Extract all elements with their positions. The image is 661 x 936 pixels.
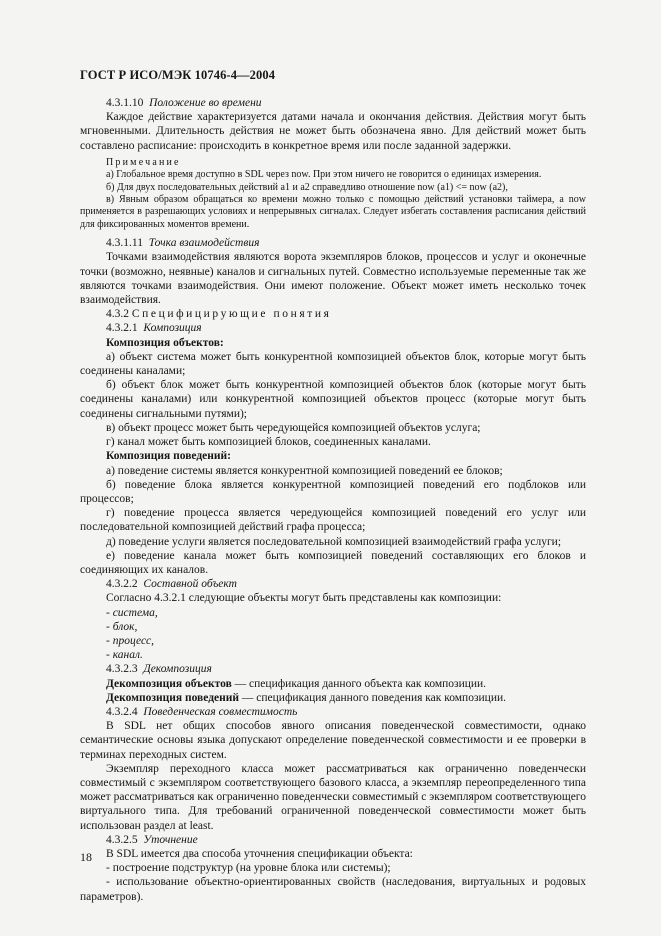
list-item: - построение подструктур (на уровне блока или системы); — [106, 862, 391, 875]
list-item: г) поведение процесса является чередующейся композицией поведений его услуг или последовательной композицией действий графа процесса; — [80, 507, 586, 534]
section-heading-4-3-2-5: 4.3.2.5 Уточнение — [106, 833, 198, 846]
list-item: б) объект блок может быть конкурентной композицией объектов блок (которые могут быть соединены каналами) или конкурентной композицией объектов процесс (которые могут быть соединены сигнальными путями); — [80, 379, 586, 420]
list-item: - процесс, — [106, 634, 155, 647]
section-heading-4-3-2-3: 4.3.2.3 Декомпозиция — [106, 663, 212, 676]
list-item: - блок, — [106, 620, 138, 633]
definition-behaviour-decomposition: Декомпозиция поведений — спецификация данного поведения как композиции. — [106, 691, 506, 704]
section-heading-4-3-2-4: 4.3.2.4 Поведенческая совместимость — [106, 705, 298, 718]
section-heading-4-3-2-2: 4.3.2.2 Составной объект — [106, 578, 237, 591]
list-item: д) поведение услуги является последовательной композицией взаимодействий графа услуги; — [106, 535, 562, 548]
list-item: - использование объектно-ориентированных свойств (наследования, виртуальных и родовых параметров). — [80, 876, 586, 903]
note-item-a: а) Глобальное время доступно в SDL через now. При этом ничего не говорится о единицах измерения. — [106, 169, 542, 181]
list-item: а) поведение системы является конкурентной композицией поведений ее блоков; — [106, 464, 503, 477]
list-item: е) поведение канала может быть композицией поведений составляющих его блоков и соединяющих их каналов. — [80, 549, 586, 576]
paragraph: В SDL нет общих способов явного описания поведенческой совместимости, однако семантические основы языка допускают определение поведенческой совместимости и ее проверки в терминах переходных систем. — [80, 720, 586, 761]
note-title: Примечание — [106, 156, 181, 168]
list-item: а) объект система может быть конкурентной композицией объектов блок, которые могут быть соединены каналами; — [80, 350, 586, 378]
paragraph: Точками взаимодействия являются ворота экземпляров блоков, процессов и услуг и оконечные точки (возможно, неявные) каналов и сигнальных путей. Совместно используемые переменные так же являются точками взаимодействия. Они имеют положение. Объект может иметь несколько точек взаимодействия. — [80, 251, 586, 307]
subheading-behaviour-composition: Композиция поведений: — [106, 450, 231, 463]
note-item-c: в) Явным образом обращаться ко времени можно только с помощью действий установки таймера, а now применяется в разрешающих условиях и непрерывных сигналах. Следует избегать составления расписания действий для фиксированных моментов времени. — [80, 194, 586, 230]
section-heading-4-3-2-1: 4.3.2.1 Композиция — [106, 322, 202, 335]
list-item: в) объект процесс может быть чередующейся композицией объектов услуга; — [106, 421, 481, 434]
paragraph: Каждое действие характеризуется датами начала и окончания действия. Действия могут быть мгновенными. Длительность действия не может быть обозначена явно. Для действий может быть составлено расписание: происходить в конкретное время или после заданной задержки. — [80, 111, 586, 152]
section-heading-4-3-1-11: 4.3.1.11 Точка взаимодействия — [106, 237, 260, 250]
document-header: ГОСТ Р ИСО/МЭК 10746-4—2004 — [80, 68, 276, 82]
paragraph: Согласно 4.3.2.1 следующие объекты могут быть представлены как композиции: — [106, 592, 502, 605]
list-item: - система, — [106, 606, 158, 619]
paragraph: В SDL имеется два способа уточнения спецификации объекта: — [106, 847, 413, 860]
section-heading-4-3-1-10: 4.3.1.10 Положение во времени — [106, 97, 262, 109]
list-item: - канал. — [106, 649, 143, 662]
page-content — [80, 96, 586, 904]
paragraph: Экземпляр переходного класса может рассматриваться как ограниченно поведенчески совместимый с экземпляром соответствующего базового класса, а экземпляр переопределенного типа может рассматриваться как ограниченно поведенчески совместимый с экземпляром соответствующего виртуального типа. Для требований ограниченной поведенческой совместимости может быть использован раздел at least. — [80, 762, 586, 832]
subheading-object-composition: Композиция объектов: — [106, 336, 224, 349]
definition-object-decomposition: Декомпозиция объектов — спецификация данного объекта как композиции. — [106, 677, 487, 690]
note-item-b: б) Для двух последовательных действий a1 и a2 справедливо отношение now (a1) <= now (a2), — [106, 181, 508, 193]
section-heading-4-3-2: 4.3.2 Специфицирующие понятия — [106, 308, 332, 321]
list-item: б) поведение блока является конкурентной композицией поведений его подблоков или процессов; — [80, 478, 586, 505]
page-number: 18 — [80, 850, 92, 864]
list-item: г) канал может быть композицией блоков, соединенных каналами. — [106, 436, 431, 449]
